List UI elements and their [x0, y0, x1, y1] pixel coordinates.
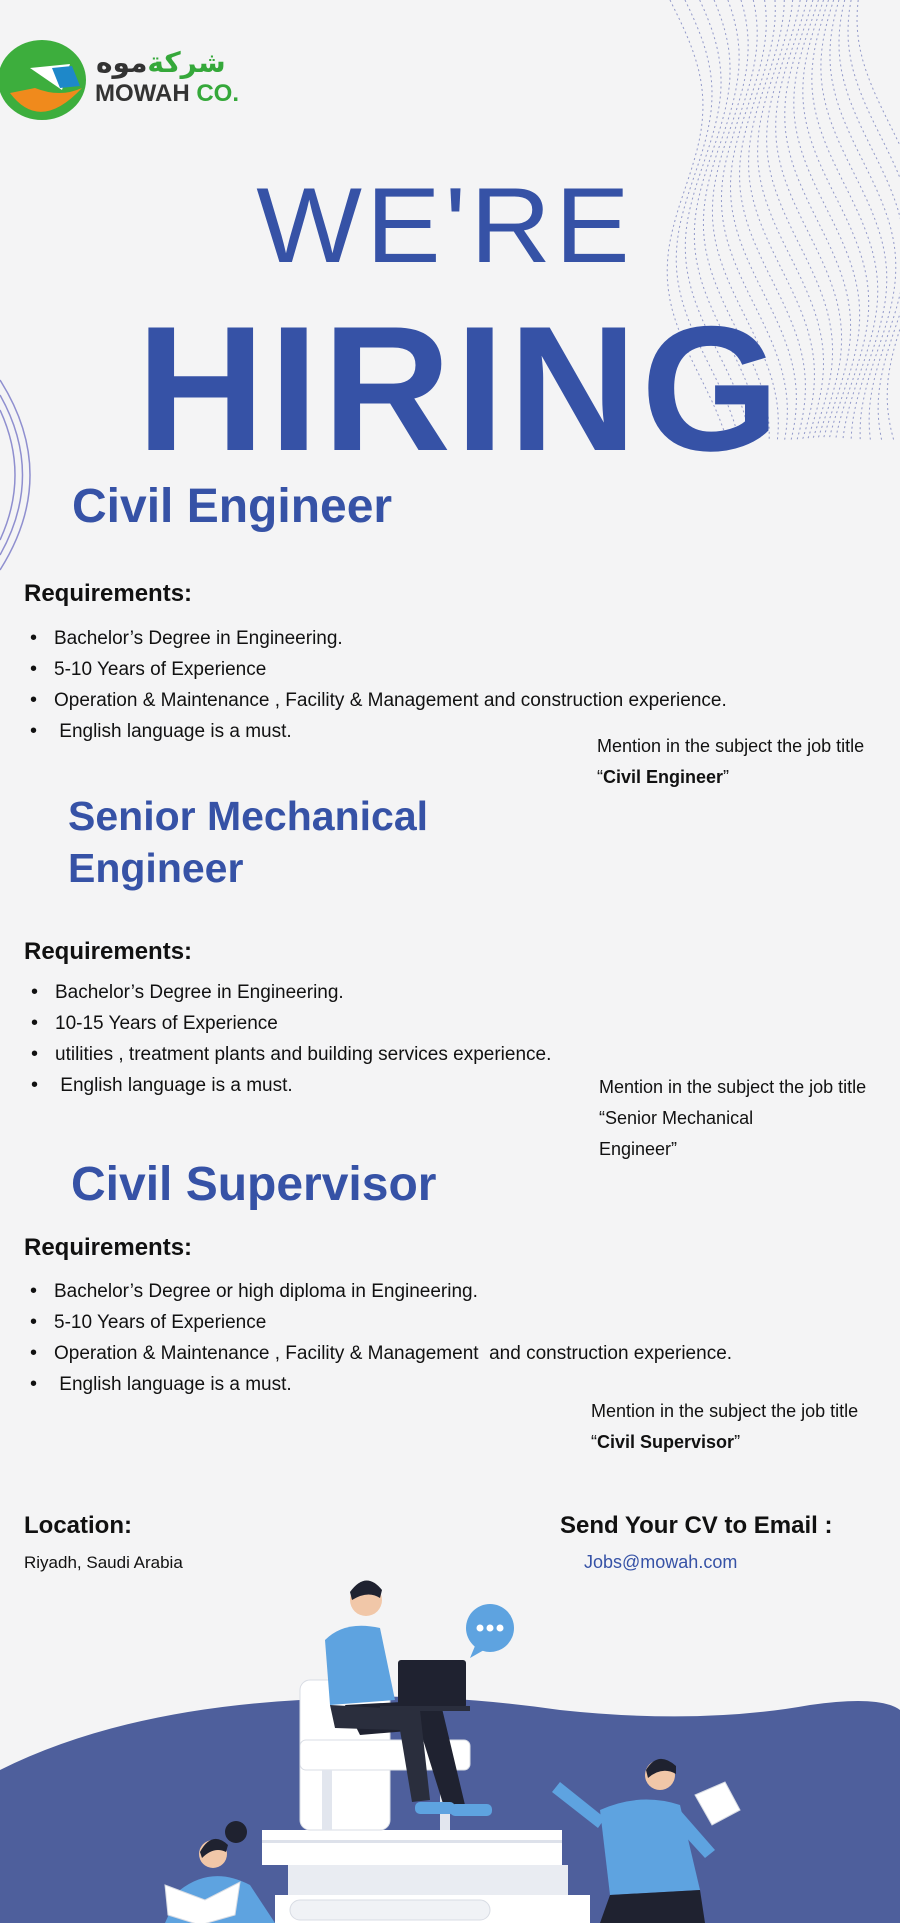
logo-arabic-dark: موه	[96, 47, 148, 78]
mention-job-title: “Senior Mechanical	[599, 1108, 754, 1128]
books-stack-icon	[262, 1830, 590, 1923]
list-item: • Operation & Maintenance , Facility & Management and construction experience.	[24, 685, 727, 716]
logo-english-green: CO.	[189, 80, 239, 107]
job-title-line: Senior Mechanical	[68, 793, 429, 839]
list-item: • 5-10 Years of Experience	[24, 654, 727, 685]
list-item: • 5-10 Years of Experience	[24, 1307, 732, 1338]
team-illustration	[0, 1560, 900, 1923]
job-title-senior-mechanical-engineer	[68, 790, 428, 894]
list-item: • English language is a must.	[25, 1070, 551, 1101]
mention-prefix: Mention in the subject the job title	[591, 1401, 859, 1421]
mention-title-bold: Civil Engineer	[603, 767, 724, 787]
contact-heading: Send Your CV to Email :	[560, 1512, 833, 1539]
list-item: • Bachelor’s Degree or high diploma in Engineering.	[24, 1276, 732, 1307]
requirements-heading: Requirements:	[24, 938, 193, 965]
mention-note-civil-supervisor	[591, 1396, 891, 1458]
headline-hiring	[0, 289, 900, 488]
list-item: • 10-15 Years of Experience	[25, 1008, 551, 1039]
company-logo	[0, 38, 240, 128]
quote-open: “	[597, 767, 603, 787]
headline-were-text: WE'RE	[256, 166, 634, 285]
location-heading: Location:	[24, 1512, 132, 1539]
mention-job-title	[591, 1427, 891, 1458]
mention-note-civil-engineer	[597, 731, 897, 793]
chat-bubble-icon	[466, 1604, 514, 1658]
requirements-list	[24, 623, 727, 747]
logo-arabic-text	[96, 46, 226, 79]
mention-prefix: Mention in the subject the job title	[597, 736, 865, 756]
job-title-line: Engineer	[68, 845, 244, 891]
quote-close: ”	[734, 1432, 741, 1452]
list-item: • English language is a must.	[24, 716, 727, 747]
requirements-list	[24, 1276, 732, 1400]
location-value: Riyadh, Saudi Arabia	[24, 1553, 183, 1572]
job-title-civil-supervisor: Civil Supervisor	[71, 1158, 437, 1211]
list-item: • utilities , treatment plants and building services experience.	[25, 1039, 551, 1070]
requirements-heading: Requirements:	[24, 580, 193, 607]
contact-email-link[interactable]: Jobs@mowah.com	[584, 1552, 738, 1572]
list-item: • Bachelor’s Degree in Engineering.	[25, 977, 551, 1008]
mention-prefix: Mention in the subject the job title	[599, 1077, 867, 1097]
list-item: • English language is a must.	[24, 1369, 732, 1400]
logo-mark-icon	[0, 38, 90, 123]
requirements-heading: Requirements:	[24, 1234, 193, 1261]
list-item: • Operation & Maintenance , Facility & Management and construction experience.	[24, 1338, 732, 1369]
logo-arabic-green: شركة	[147, 47, 226, 78]
job-title-civil-engineer: Civil Engineer	[72, 480, 393, 533]
headline-hiring-text: HIRING	[136, 289, 784, 488]
mention-title-bold: Civil Supervisor	[597, 1432, 735, 1452]
logo-english-dark: MOWAH	[95, 80, 190, 107]
quote-close: ”	[723, 767, 730, 787]
quote-open: “	[591, 1432, 597, 1452]
mention-job-title	[597, 762, 897, 793]
logo-english-text	[95, 80, 239, 108]
requirements-list	[25, 977, 551, 1101]
mention-note-senior-mechanical-engineer	[599, 1072, 899, 1165]
list-item: • Bachelor’s Degree in Engineering.	[24, 623, 727, 654]
headline-were	[0, 166, 900, 285]
mention-job-title: Engineer”	[599, 1139, 678, 1159]
